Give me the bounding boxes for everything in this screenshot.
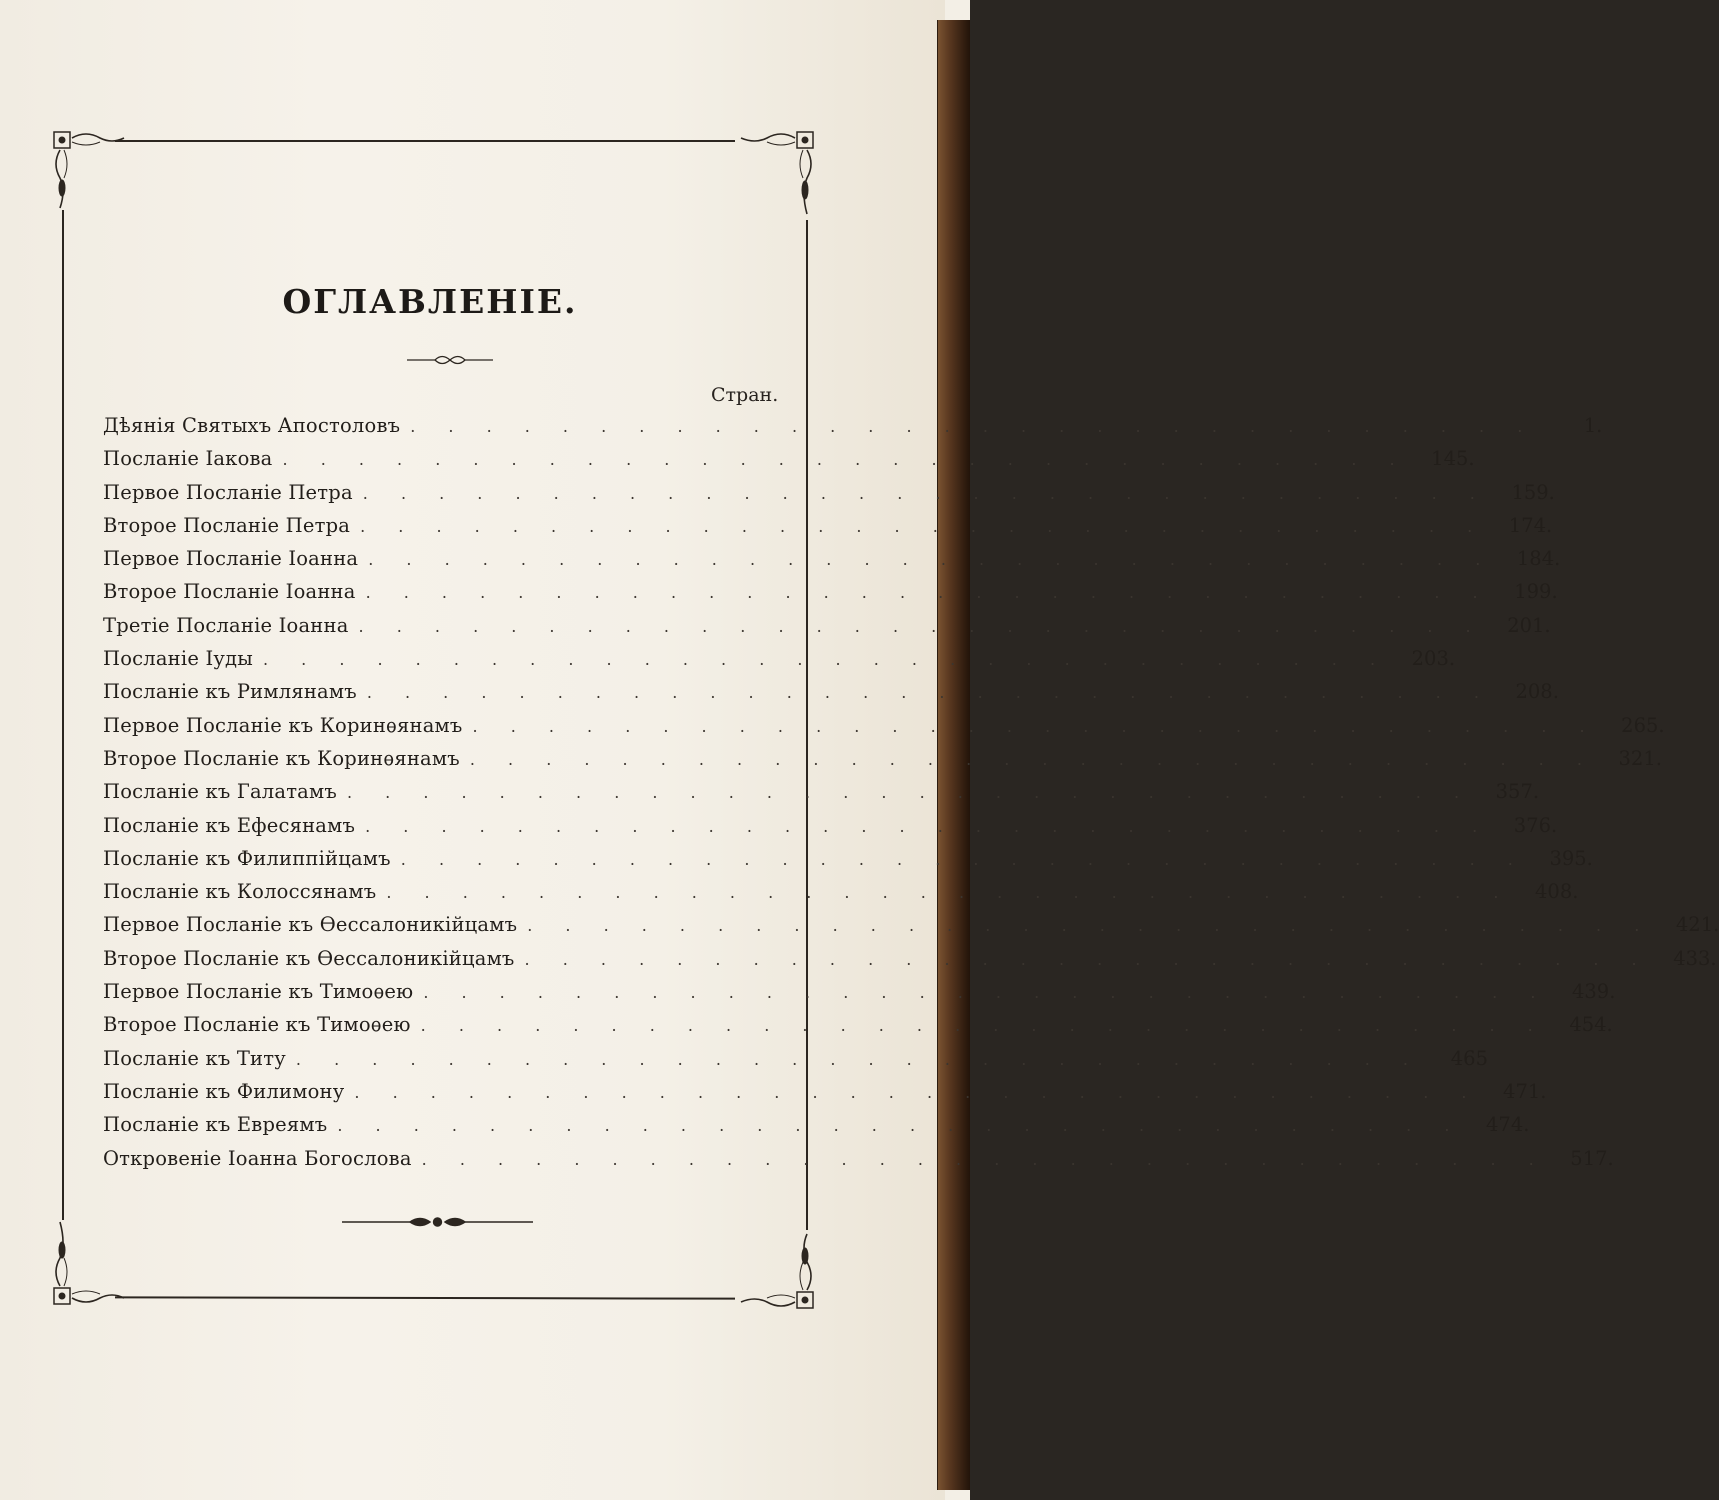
toc-entry-page-number: 184. xyxy=(1516,547,1561,571)
toc-entry-title: Второе Посланіе къ Тимоѳею xyxy=(103,1013,411,1037)
toc-dot-leader: . . . . . . . . . . . . . . . . . . . . . . . . . . . . . . xyxy=(360,516,1487,536)
toc-dot-leader: . . . . . . . . . . . . . . . . . . . . . . . . . . . . . . xyxy=(354,1082,1481,1102)
toc-entry-page-number: 1. xyxy=(1583,414,1603,437)
toc-dot-leader: . . . . . . . . . . . . . . . . . . . . . . . . . . . . . . xyxy=(527,916,1654,936)
toc-entry xyxy=(103,1079,1547,1113)
toc-entry-title: Посланіе Іакова xyxy=(103,447,273,471)
toc-entry-page-number: 454. xyxy=(1569,1013,1613,1037)
toc-entry-page-number: 201. xyxy=(1507,613,1551,637)
toc-dot-leader: . . . . . . . . . . . . . . . . . . . . . . . . . . . . . . xyxy=(410,417,1537,436)
toc-entry xyxy=(103,980,1616,1013)
toc-entry xyxy=(103,680,1559,713)
toc-entry-page-number: 265. xyxy=(1621,713,1665,737)
toc-entry xyxy=(103,613,1551,647)
toc-dot-leader: . . . . . . . . . . . . . . . . . . . . . . . . . . . . . . xyxy=(362,483,1489,503)
toc-entry-page-number: 321. xyxy=(1618,746,1662,770)
toc-entry xyxy=(103,713,1665,747)
toc-entry-title: Второе Посланіе Іоанна xyxy=(103,580,356,604)
toc-entry-title: Посланіе къ Колоссянамъ xyxy=(103,880,377,904)
toc-entry xyxy=(103,913,1719,946)
toc-entry-title: Дѣянія Святыхъ Апостоловъ xyxy=(103,414,401,437)
toc-entry-title: Первое Посланіе къ Коринѳянамъ xyxy=(103,713,463,737)
toc-entry-title: Посланіе къ Евреямъ xyxy=(103,1113,328,1137)
toc-dot-leader: . . . . . . . . . . . . . . . . . . . . . . . . . . . . . . xyxy=(368,550,1495,570)
toc-dot-leader: . . . . . . . . . . . . . . . . . . . . . . . . . . . . . . xyxy=(469,749,1596,769)
corner-ornament-bottom-left xyxy=(50,1220,130,1312)
toc-dot-leader: . . . . . . . . . . . . . . . . . . . . . . . . . . . . . . xyxy=(386,883,1513,903)
toc-entry-page-number: 203. xyxy=(1411,647,1456,671)
toc-entry-title: Третіе Посланіе Іоанна xyxy=(103,613,349,637)
toc-entry-title: Посланіе къ Филимону xyxy=(103,1079,345,1103)
toc-entry xyxy=(103,1146,1614,1180)
toc-dot-leader: . . . . . . . . . . . . . . . . . . . . . . . . . . . . . . xyxy=(346,783,1474,803)
toc-dot-leader: . . . . . . . . . . . . . . . . . . . . . . . . . . . . . . xyxy=(524,949,1651,969)
frame-top-rule xyxy=(115,140,735,142)
toc-entry xyxy=(103,780,1540,813)
toc-entry-page-number: 465 xyxy=(1450,1046,1488,1070)
toc-dot-leader: . . . . . . . . . . . . . . . . . . . . . . . . . . . . . . xyxy=(295,1049,1422,1069)
toc-entry-title: Посланіе къ Титу xyxy=(103,1046,286,1070)
toc-entry-page-number: 408. xyxy=(1535,880,1579,904)
page-column-header: Стран. xyxy=(711,384,779,406)
toc-dot-leader: . . . . . . . . . . . . . . . . . . . . . . . . . . . . . . xyxy=(358,616,1485,636)
toc-entry-title: Посланіе къ Филиппійцамъ xyxy=(103,846,391,870)
toc-entry xyxy=(103,1046,1488,1080)
toc-dot-leader: . . . . . . . . . . . . . . . . . . . . . . . . . . . . . . xyxy=(262,650,1390,670)
toc-entry-title: Первое Посланіе Іоанна xyxy=(103,547,359,571)
corner-ornament-top-left xyxy=(50,128,130,218)
toc-entry-title: Второе Посланіе къ Ѳессалоникійцамъ xyxy=(103,946,515,970)
toc-entry-page-number: 174. xyxy=(1508,513,1553,537)
toc-entry-page-number: 517. xyxy=(1570,1146,1614,1170)
toc-entry-title: Первое Посланіе къ Тимоѳею xyxy=(103,980,414,1004)
toc-entry xyxy=(103,1013,1613,1046)
toc-entry xyxy=(103,547,1561,580)
title-flourish-ornament xyxy=(405,352,495,368)
toc-entry-page-number: 395. xyxy=(1549,846,1593,870)
toc-entry-page-number: 159. xyxy=(1511,480,1555,504)
toc-entry-page-number: 199. xyxy=(1514,580,1558,604)
toc-entry xyxy=(103,946,1717,980)
toc-entry xyxy=(103,746,1662,780)
toc-dot-leader: . . . . . . . . . . . . . . . . . . . . . . . . . . . . . . xyxy=(472,716,1599,736)
toc-entry-page-number: 421. xyxy=(1675,913,1719,937)
toc-dot-leader: . . . . . . . . . . . . . . . . . . . . . . . . . . . . . . xyxy=(423,983,1550,1003)
toc-entry xyxy=(103,447,1475,480)
toc-entry xyxy=(103,513,1553,547)
toc-entry-title: Первое Посланіе Петра xyxy=(103,480,353,504)
toc-entry-page-number: 471. xyxy=(1503,1079,1547,1103)
toc-dot-leader: . . . . . . . . . . . . . . . . . . . . . . . . . . . . . . xyxy=(337,1116,1464,1136)
toc-entry-title: Посланіе къ Римлянамъ xyxy=(103,680,357,704)
toc-entry-title: Посланіе къ Галатамъ xyxy=(103,780,337,804)
toc-entry-page-number: 474. xyxy=(1486,1113,1530,1137)
corner-ornament-top-right xyxy=(735,128,820,223)
toc-entry-title: Второе Посланіе Петра xyxy=(103,513,351,537)
toc-entry xyxy=(103,414,1603,447)
toc-entry xyxy=(103,846,1593,880)
page-title: ОГЛАВЛЕНІЕ. xyxy=(282,282,578,321)
toc-entry-title: Посланіе Іуды xyxy=(103,647,253,671)
toc-dot-leader: . . . . . . . . . . . . . . . . . . . . . . . . . . . . . . xyxy=(400,849,1527,869)
toc-entry xyxy=(103,880,1579,913)
frame-left-rule xyxy=(62,210,64,1220)
toc-entry xyxy=(103,1113,1530,1146)
toc-dot-leader: . . . . . . . . . . . . . . . . . . . . . . . . . . . . . . xyxy=(421,1149,1548,1169)
toc-dot-leader: . . . . . . . . . . . . . . . . . . . . . . . . . . . . . . xyxy=(282,450,1409,470)
toc-entry-page-number: 433. xyxy=(1673,946,1717,970)
bottom-flourish-ornament xyxy=(340,1212,535,1232)
toc-entry xyxy=(103,647,1456,680)
toc-entry-page-number: 357. xyxy=(1495,780,1540,804)
toc-entry-title: Посланіе къ Ефесянамъ xyxy=(103,813,356,837)
toc-entry-page-number: 145. xyxy=(1431,447,1475,471)
corner-ornament-bottom-right xyxy=(735,1232,820,1317)
toc-entry xyxy=(103,480,1555,514)
toc-dot-leader: . . . . . . . . . . . . . . . . . . . . . . . . . . . . . . xyxy=(365,583,1492,603)
toc-dot-leader: . . . . . . . . . . . . . . . . . . . . . . . . . . . . . . xyxy=(365,816,1492,836)
toc-entry-title: Откровеніе Іоанна Богослова xyxy=(103,1146,412,1170)
toc-entry-page-number: 439. xyxy=(1571,980,1616,1004)
toc-dot-leader: . . . . . . . . . . . . . . . . . . . . . . . . . . . . . . xyxy=(366,683,1493,703)
toc-dot-leader: . . . . . . . . . . . . . . . . . . . . . . . . . . . . . . xyxy=(420,1016,1547,1036)
toc-entry xyxy=(103,580,1558,613)
toc-entry-title: Первое Посланіе къ Ѳессалоникійцамъ xyxy=(103,913,518,937)
toc-entry-page-number: 208. xyxy=(1515,680,1559,704)
toc-entry-page-number: 376. xyxy=(1513,813,1558,837)
table-of-contents xyxy=(103,414,1719,1180)
toc-entry xyxy=(103,813,1558,847)
toc-entry-title: Второе Посланіе къ Коринѳянамъ xyxy=(103,746,460,770)
